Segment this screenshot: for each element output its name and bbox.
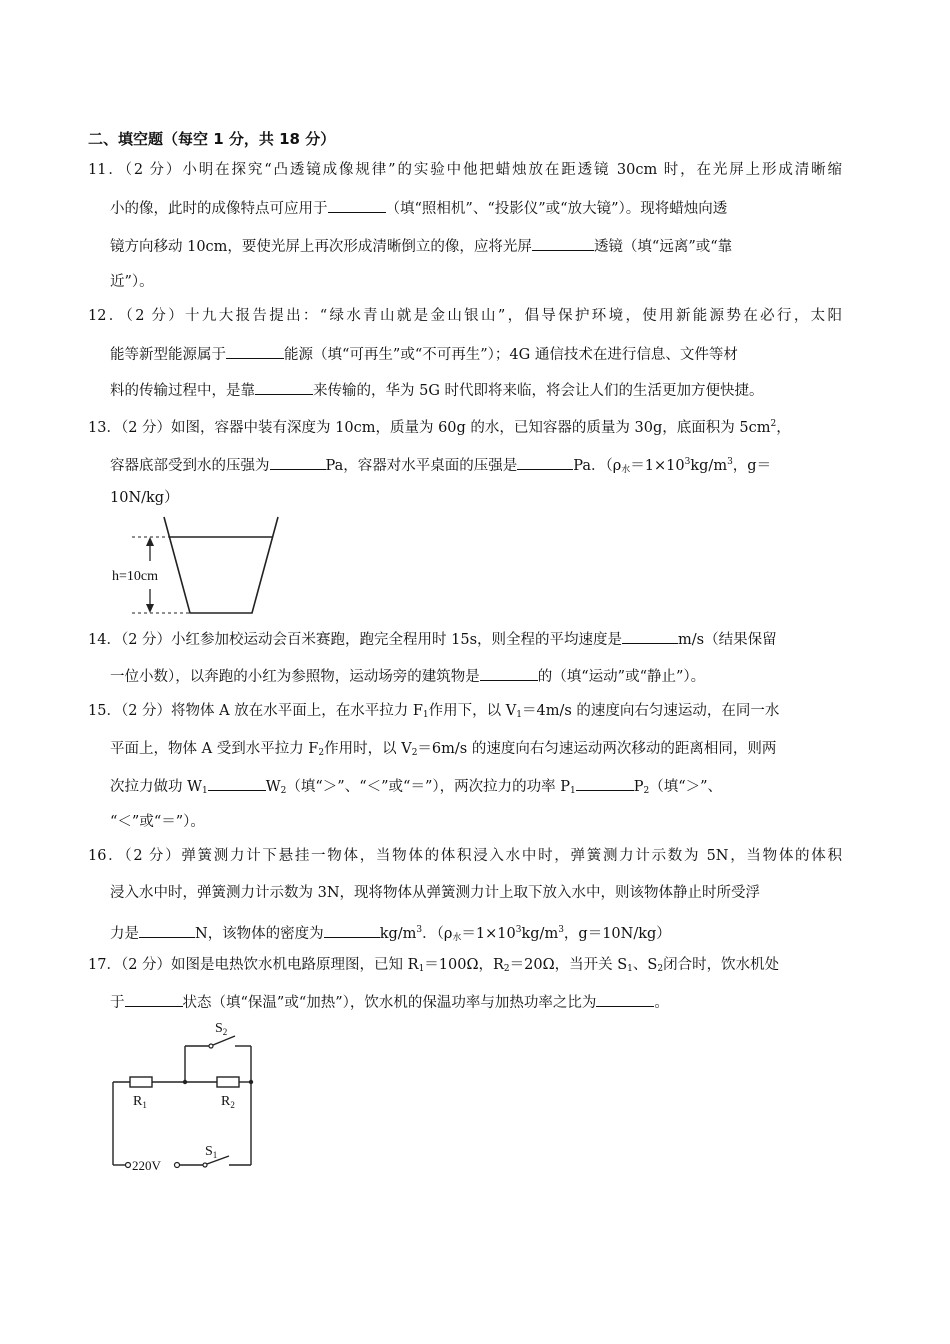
q16-line1: 16．（2 分）弹簧测力计下悬挂一物体，当物体的体积浸入水中时，弹簧测力计示数为 5N，当物体的体积 [88,848,842,864]
arrow-up-icon [146,537,154,546]
answer-blank[interactable] [622,629,678,644]
label-220v: 220V [132,1158,161,1173]
q12-line3: 料的传输过程中，是靠 来传输的，华为 5G 时代即将来临，将会让人们的生活更加方便快捷。 [110,380,764,401]
answer-blank[interactable] [270,455,326,470]
circuit-diagram [105,1020,265,1180]
switch-s1-contact [203,1163,207,1167]
section-title: 二、填空题（每空 1 分，共 18 分） [88,130,336,148]
q11-line3: 镜方向移动 10cm，要使光屏上再次形成清晰倒立的像，应将光屏 透镜（填“远离”或“靠 [110,236,732,257]
terminal [175,1163,180,1168]
label-r1: $R_1$ [133,1094,147,1110]
q15-line2: 平面上，物体 A 受到水平拉力 $F_2$作用时，以 $V_2=6m/s$ 的速度向右匀速运动两次移动的距离相同，则两 [110,741,777,758]
q13-line3: 10N/kg） [110,490,179,506]
answer-blank[interactable] [255,380,313,395]
terminal [126,1163,131,1168]
q14-line2: 一位小数），以奔跑的小红为参照物，运动场旁的建筑物是 的（填“运动”或“静止”）。 [110,666,705,687]
answer-blank[interactable] [324,923,380,938]
container-outline [164,517,278,613]
q13-line2: 容器底部受到水的压强为 Pa，容器对水平桌面的压强是 Pa．（$\rho_水=1\times 10^3kg/m^3$，g＝ [110,457,772,475]
label-s1: $S_1$ [205,1144,218,1160]
answer-blank[interactable] [532,236,594,251]
q16-line3: 力是 N，该物体的密度为 $kg/m^3$．（$\rho_水=1\times 10^3kg/m^3$，g＝10N/kg） [110,925,671,943]
container-figure [110,515,290,620]
answer-blank[interactable] [517,455,573,470]
resistor-r2 [217,1077,239,1087]
q17-line2: 于 状态（填“保温”或“加热”），饮水机的保温功率与加热功率之比为 。 [110,992,669,1013]
answer-blank[interactable] [125,992,183,1007]
answer-blank[interactable] [480,666,538,681]
q13-line1: 13．（2 分）如图，容器中装有深度为 10cm，质量为 60g 的水，已知容器的质量为 30g，底面积为 $5cm^2$， [88,419,791,436]
q15-line3: 次拉力做功 $W_1$ $W_2$（填“＞”、“＜”或“＝”），两次拉力的功率 $P_1$ $P_2$（填“＞”、 [110,776,722,801]
switch-s2-contact [209,1044,213,1048]
q14-line1: 14．（2 分）小红参加校运动会百米赛跑，跑完全程用时 15s，则全程的平均速度是 m/s（结果保留 [88,629,777,650]
q12-line1: 12．（2 分）十九大报告提出：“绿水青山就是金山银山”，倡导保护环境，使用新能源势在必行，太阳 [88,308,842,324]
answer-blank[interactable] [208,776,266,791]
answer-blank[interactable] [226,344,284,359]
answer-blank[interactable] [576,776,634,791]
resistor-r1 [130,1077,152,1087]
q12-line2: 能等新型能源属于 能源（填“可再生”或“不可再生”）；4G 通信技术在进行信息、文件等材 [110,344,738,365]
answer-blank[interactable] [596,992,654,1007]
switch-s2-blade [213,1036,235,1045]
q11-line4: 近”）。 [110,274,154,290]
depth-label: h=10cm [112,569,158,584]
q15-line1: 15．（2 分）将物体 A 放在水平面上，在水平拉力 $F_1$作用下，以 $V_1=4m/s$ 的速度向右匀速运动，在同一水 [88,703,780,720]
q17-line1: 17．（2 分）如图是电热饮水机电路原理图，已知 $R_1=100\Omega$，$R_2=20\Omega$，当开关 $S_1$、$S_2$闭合时，饮水机处 [88,957,780,974]
junction-dot [249,1080,253,1084]
answer-blank[interactable] [139,923,195,938]
q11-line1: 11．（2 分）小明在探究“凸透镜成像规律”的实验中他把蜡烛放在距透镜 30cm 时，在光屏上形成清晰缩 [88,162,842,178]
q15-line4: “＜”或“＝”）。 [110,814,205,830]
arrow-down-icon [146,604,154,613]
q16-line2: 浸入水中时，弹簧测力计示数为 3N，现将物体从弹簧测力计上取下放入水中，则该物体静止时所受浮 [110,885,761,901]
label-s2: $S_2$ [215,1021,228,1037]
label-r2: $R_2$ [221,1094,235,1110]
answer-blank[interactable] [328,198,386,213]
q11-line2: 小的像，此时的成像特点可应用于 （填“照相机”、“投影仪”或“放大镜”）。现将蜡烛向透 [110,198,727,219]
